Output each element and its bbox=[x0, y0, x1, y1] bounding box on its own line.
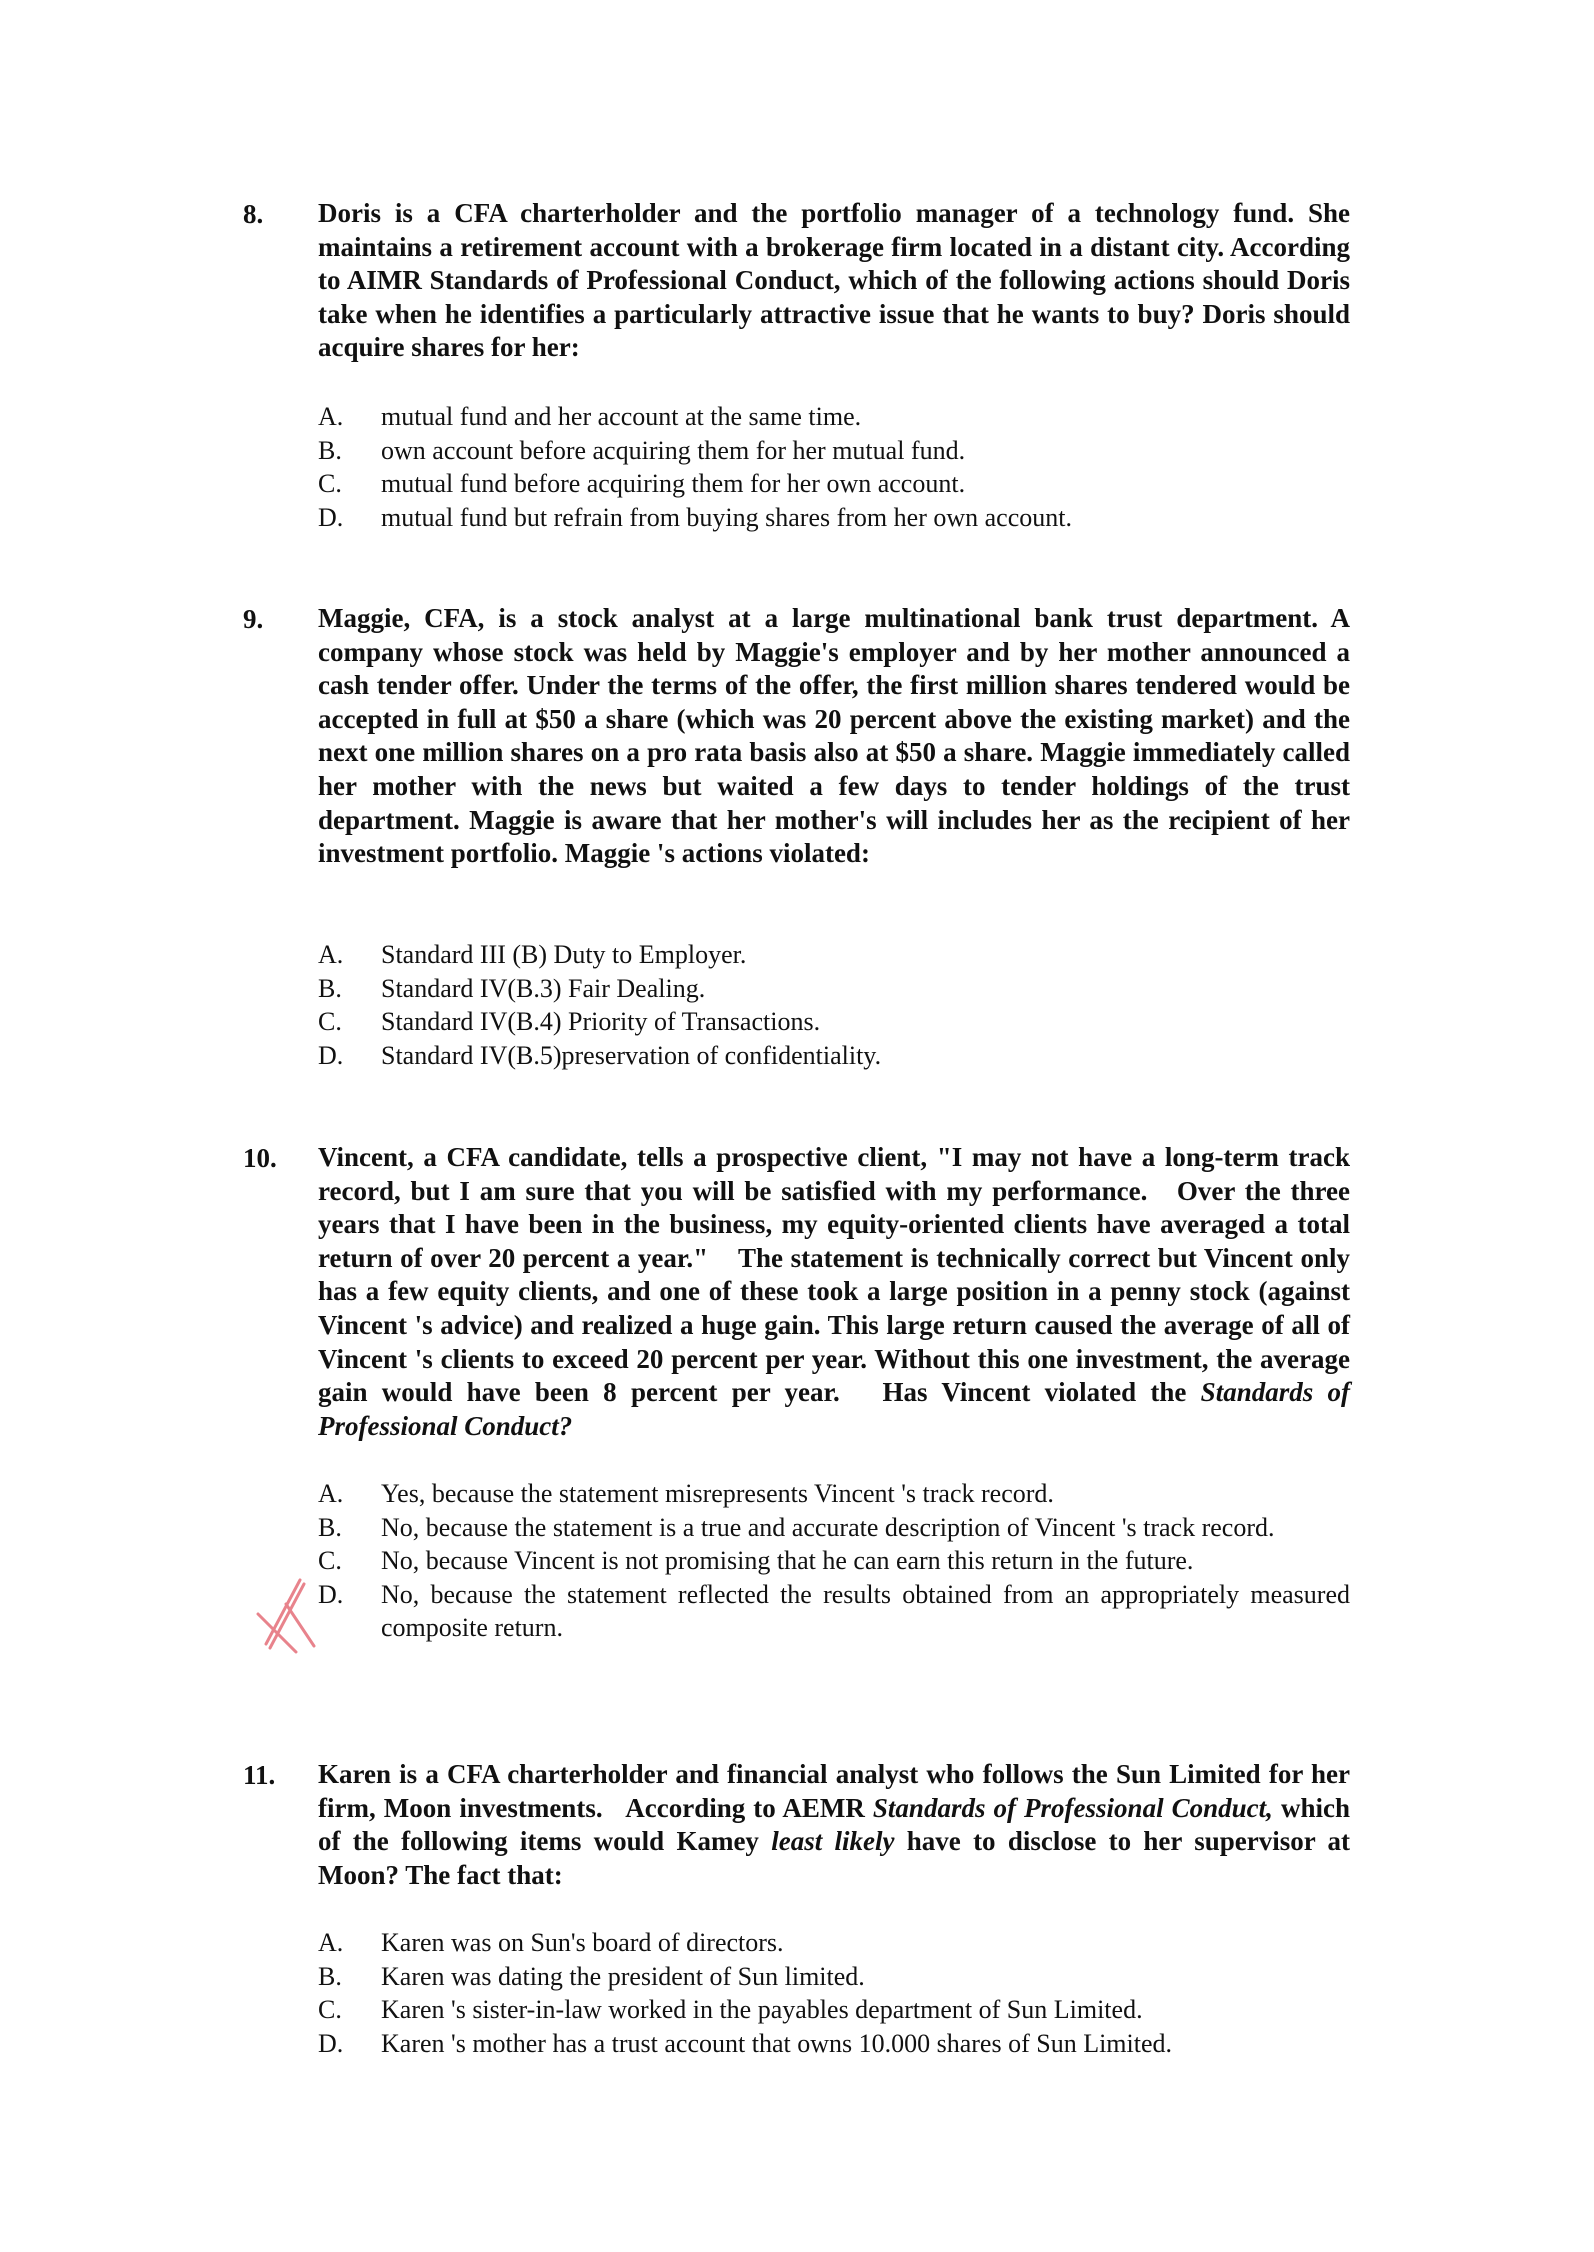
option-c bbox=[318, 1993, 1350, 2027]
stem-text: which of the following items would Kamey bbox=[318, 1792, 1350, 1857]
option-a bbox=[318, 1926, 1350, 1960]
option-letter: B. bbox=[318, 973, 342, 1003]
option-letter: C. bbox=[318, 1995, 342, 2025]
option-d bbox=[318, 2027, 1350, 2061]
option-letter: B. bbox=[318, 1961, 342, 1991]
option-text: own account before acquiring them for her mutual fund. bbox=[381, 435, 966, 465]
option-a bbox=[318, 400, 1350, 434]
option-letter: A. bbox=[318, 1928, 344, 1957]
question-number: 8. bbox=[243, 199, 264, 229]
option-letter: B. bbox=[318, 435, 342, 465]
option-d bbox=[318, 501, 1350, 535]
option-b bbox=[318, 972, 1350, 1006]
option-text: Karen was on Sun's board of directors. bbox=[381, 1928, 784, 1957]
option-letter: A. bbox=[318, 1479, 344, 1508]
option-d bbox=[318, 1039, 1350, 1073]
stem-text: have to disclose to her supervisor at Moon? The fact that: bbox=[318, 1826, 1350, 1890]
option-text: No, because the statement is a true and accurate description of Vincent 's track record. bbox=[381, 1512, 1275, 1542]
stem-text: Maggie, CFA, is a stock analyst at a large multinational bank trust department. A company whose stock was held by Maggie's employer and by her mother announced a cash tender offer. Under the terms of the offer, the first million shares tendered would be accepted in full at $50 a share (which was 20 percent above the existing market) and the next one million shares on a pro rata basis also at $50 a share. Maggie immediately called her mother with the news but waited a few days to tender holdings of the trust department. Maggie is aware that her mother's will includes her as the recipient of her investment portfolio. Maggie 's actions violated: bbox=[318, 603, 1350, 869]
stem-text: Doris is a CFA charterholder and the portfolio manager of a technology fund. She maintains a retirement account with a brokerage firm located in a distant city. According to AIMR Standards of Professional Conduct, which of the following actions should Doris take when he identifies a particularly attractive issue that he wants to buy? Doris should acquire shares for her: bbox=[318, 198, 1350, 363]
stem-text: Karen is a CFA charterholder and financial analyst who follows the Sun Limited for her firm, Moon investments. According to AEMR bbox=[318, 1759, 1357, 1823]
option-letter: D. bbox=[318, 1040, 344, 1070]
question-stem bbox=[318, 602, 1350, 871]
option-text: Standard IV(B.5)preservation of confidentiality. bbox=[381, 1040, 882, 1070]
stem-text: Vincent, a CFA candidate, tells a prospective client, "I may not have a long-term track record, but I am sure that you will be satisfied with my performance. Over the three years that I have been in the business, my equity-oriented clients have averaged a total return of over 20 percent a year." The statement is technically correct but Vincent only has a few equity clients, and one of these took a large position in a penny stock (against Vincent 's advice) and realized a huge gain. This large return caused the average of all of Vincent 's clients to exceed 20 percent per year. Without this one investment, the average gain would have been 8 percent per year. Has Vincent violated the bbox=[318, 1142, 1357, 1408]
option-text: Karen 's mother has a trust account that owns 10.000 shares of Sun Limited. bbox=[381, 2028, 1173, 2058]
option-text: Standard III (B) Duty to Employer. bbox=[381, 940, 747, 969]
option-letter: C. bbox=[318, 1007, 342, 1037]
option-text: Standard IV(B.4) Priority of Transactions. bbox=[381, 1007, 821, 1037]
option-text: Standard IV(B.3) Fair Dealing. bbox=[381, 973, 706, 1003]
option-text: mutual fund but refrain from buying shares from her own account. bbox=[381, 502, 1072, 532]
option-c bbox=[318, 1544, 1350, 1578]
option-text: No, because Vincent is not promising that he can earn this return in the future. bbox=[381, 1546, 1194, 1576]
question-stem bbox=[318, 1758, 1357, 1892]
stem-italic-text: Standards of Professional Conduct, bbox=[872, 1792, 1273, 1823]
option-c bbox=[318, 1005, 1350, 1039]
option-text: No, because the statement reflected the results obtained from an appropriately measured composite return. bbox=[381, 1579, 1350, 1643]
question-stem bbox=[318, 1141, 1357, 1443]
option-a bbox=[318, 1477, 1350, 1511]
option-letter: D. bbox=[318, 2028, 344, 2058]
option-text: mutual fund before acquiring them for her own account. bbox=[381, 469, 966, 499]
option-letter: D. bbox=[318, 502, 344, 532]
option-a bbox=[318, 938, 1350, 972]
question-number: 9. bbox=[243, 604, 264, 634]
cross-mark-icon bbox=[252, 1574, 324, 1654]
option-letter: B. bbox=[318, 1512, 342, 1542]
option-text: Yes, because the statement misrepresents Vincent 's track record. bbox=[381, 1479, 1054, 1508]
option-text: mutual fund and her account at the same time. bbox=[381, 402, 862, 431]
option-text: Karen was dating the president of Sun limited. bbox=[381, 1961, 865, 1991]
option-b bbox=[318, 1511, 1350, 1545]
option-letter: C. bbox=[318, 469, 342, 499]
option-letter: D. bbox=[318, 1579, 344, 1609]
answer-options bbox=[318, 1926, 1350, 2060]
answer-options bbox=[318, 938, 1350, 1072]
option-letter: A. bbox=[318, 402, 344, 431]
question-number: 11. bbox=[243, 1760, 276, 1790]
option-letter: A. bbox=[318, 940, 344, 969]
option-letter: C. bbox=[318, 1546, 342, 1576]
option-text: Karen 's sister-in-law worked in the payables department of Sun Limited. bbox=[381, 1995, 1143, 2025]
option-c bbox=[318, 467, 1350, 501]
option-d bbox=[318, 1578, 1350, 1645]
answer-options bbox=[318, 400, 1350, 534]
option-b bbox=[318, 434, 1350, 468]
question-stem bbox=[318, 197, 1350, 365]
stem-italic-text: Standards of Professional Conduct? bbox=[318, 1377, 1350, 1441]
stem-italic-text: least likely bbox=[771, 1826, 895, 1857]
answer-options bbox=[318, 1477, 1350, 1645]
question-number: 10. bbox=[243, 1143, 277, 1173]
option-b bbox=[318, 1960, 1350, 1994]
